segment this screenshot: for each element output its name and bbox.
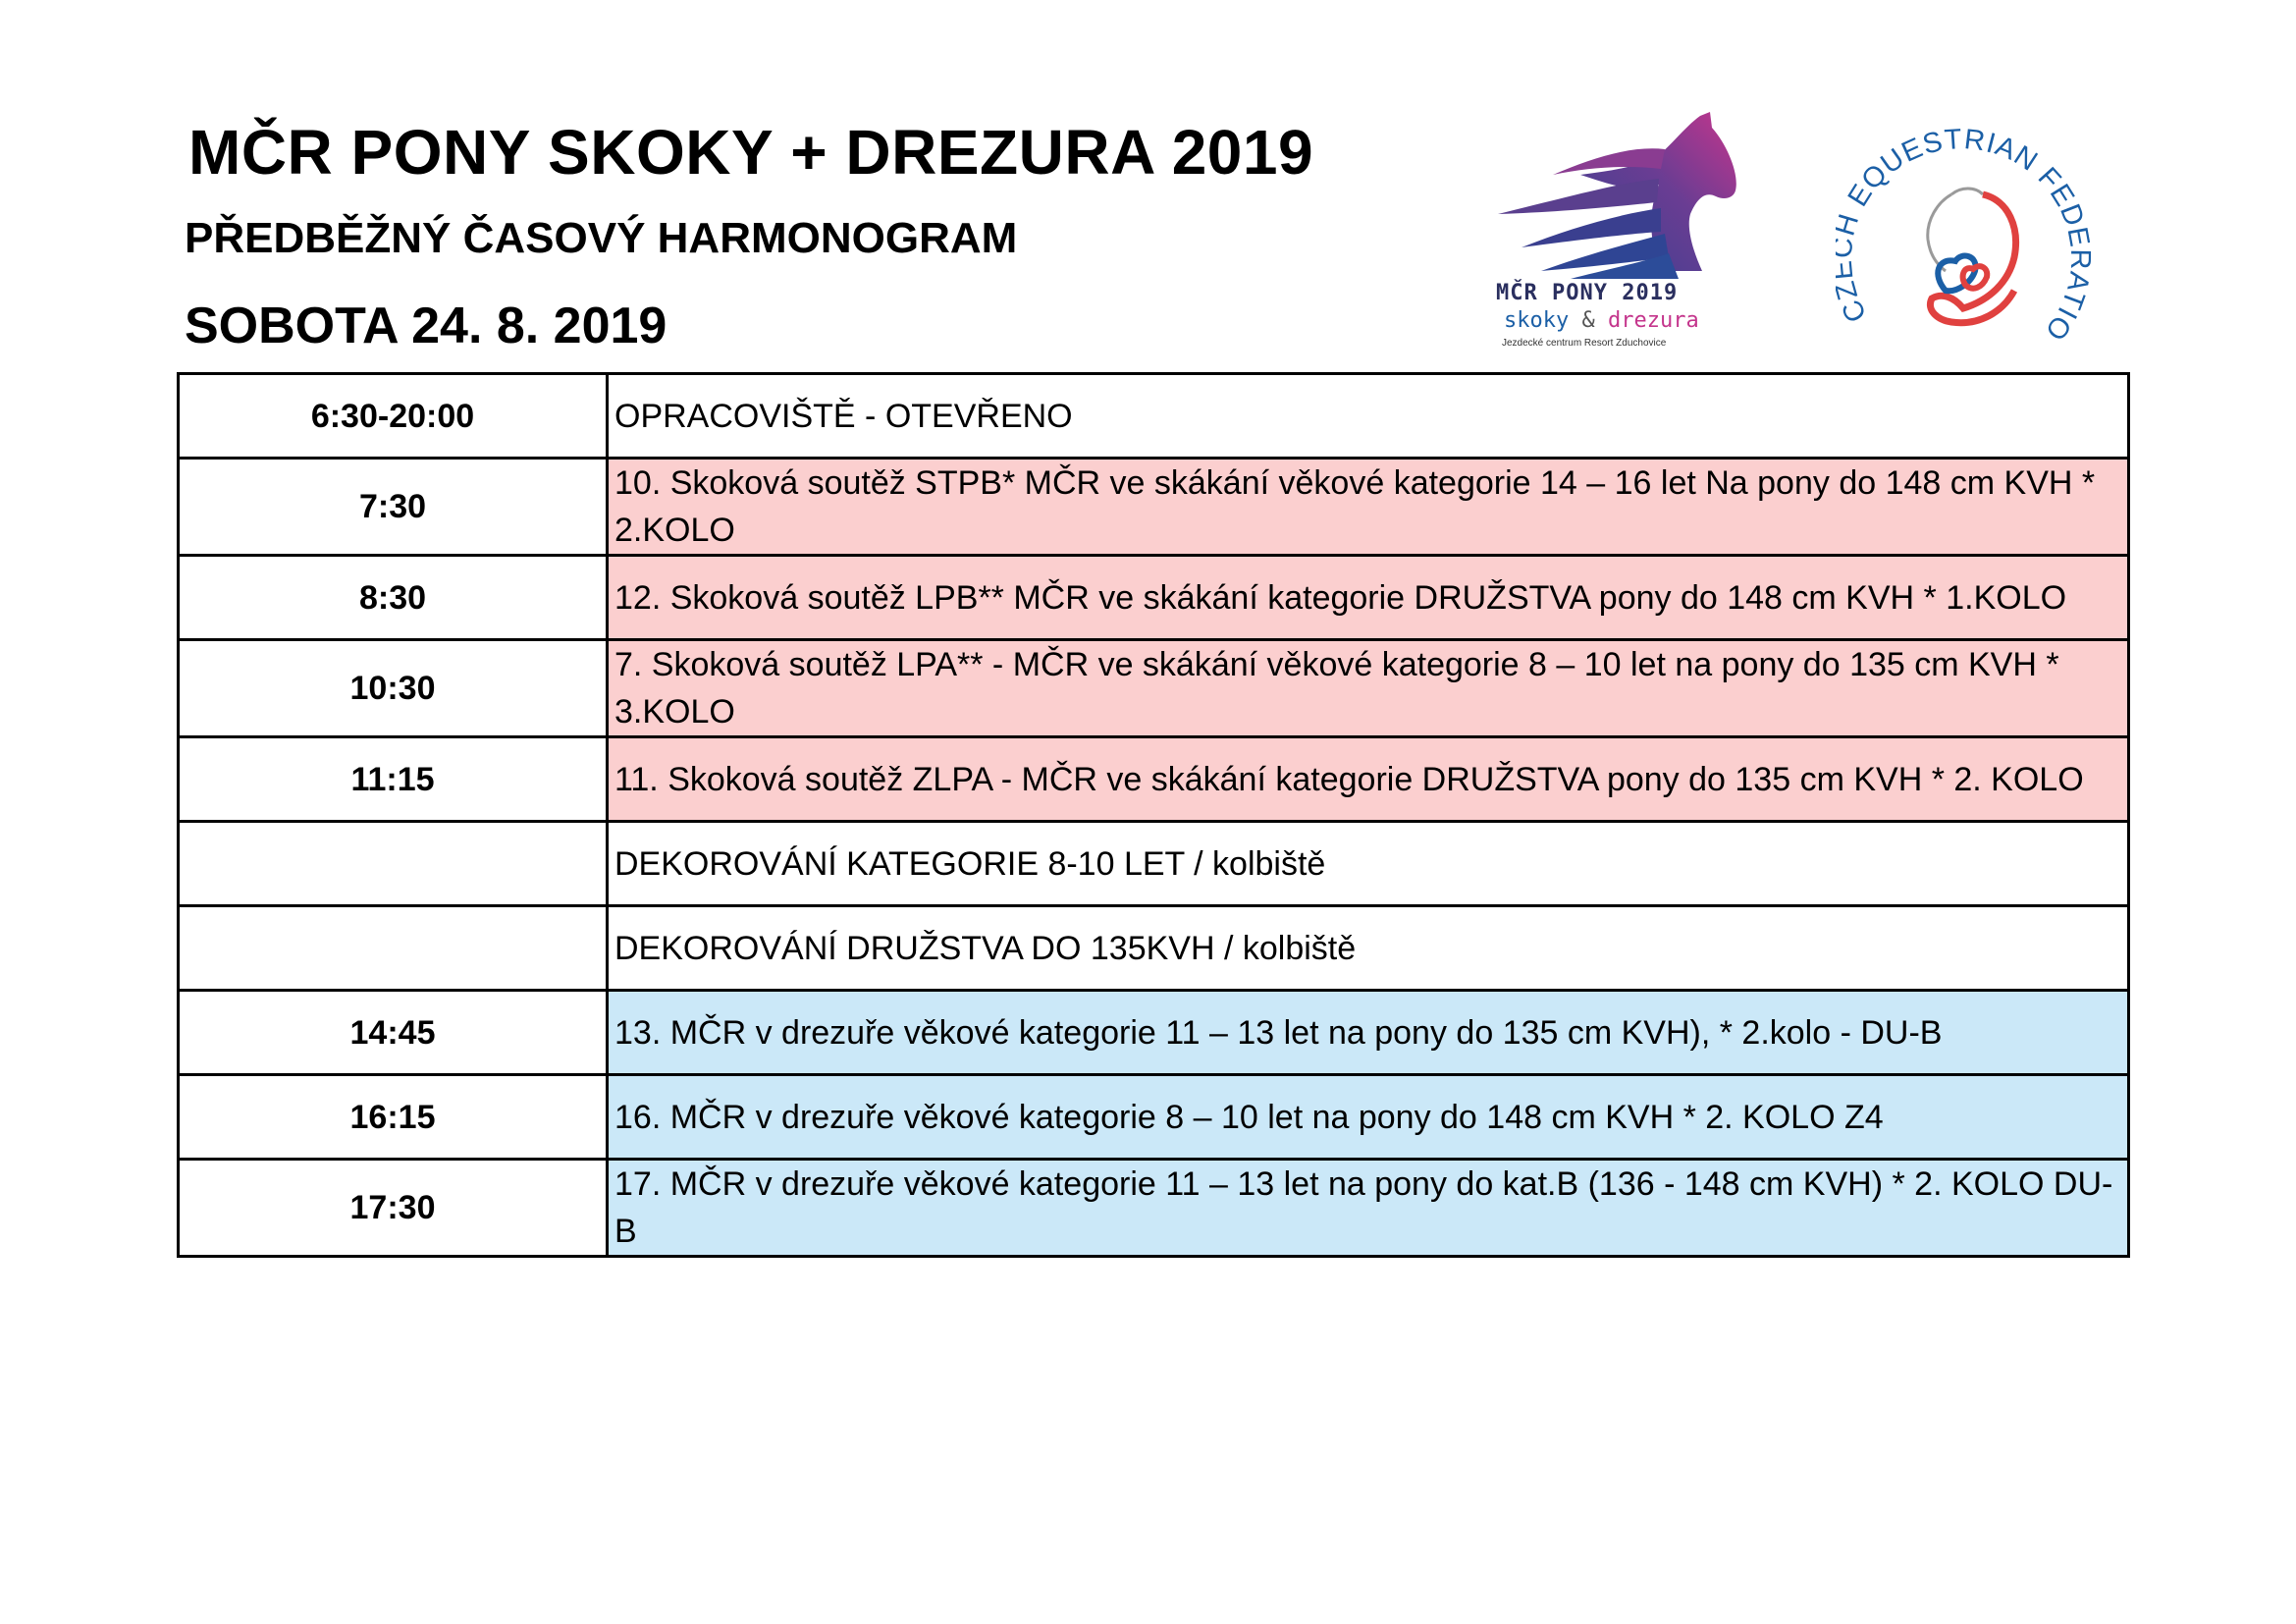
pony-logo-drezura: drezura [1607,308,1699,333]
schedule-row [179,459,2129,556]
schedule-time: 14:45 [179,991,608,1075]
schedule-row [179,1160,2129,1257]
schedule-description: 11. Skoková soutěž ZLPA - MČR ve skákání kategorie DRUŽSTVA pony do 135 cm KVH * 2. KOLO [608,737,2129,822]
pony-logo-subtitle [1504,308,1699,333]
schedule-description: 7. Skoková soutěž LPA** - MČR ve skákání věkové kategorie 8 – 10 let na pony do 135 cm KVH * 3.KOLO [608,640,2129,737]
schedule-time: 17:30 [179,1160,608,1257]
schedule-row [179,640,2129,737]
page-subtitle: PŘEDBĚŽNÝ ČASOVÝ HARMONOGRAM [185,214,1018,262]
schedule-time [179,822,608,906]
schedule-row [179,737,2129,822]
schedule-time: 6:30-20:00 [179,374,608,459]
pony-championship-logo [1482,106,1737,361]
schedule-row [179,1075,2129,1160]
pony-logo-title: MČR PONY 2019 [1496,281,1679,305]
horse-head-icon [1482,106,1737,283]
schedule-description: 12. Skoková soutěž LPB** MČR ve skákání kategorie DRUŽSTVA pony do 148 cm KVH * 1.KOLO [608,556,2129,640]
schedule-table [177,372,2130,1258]
schedule-time: 7:30 [179,459,608,556]
federation-emblem [1836,118,2101,363]
federation-arc-text: C EQUESTRIAN FEDERATIO [1836,123,2097,347]
schedule-time: 8:30 [179,556,608,640]
schedule-description: DEKOROVÁNÍ DRUŽSTVA DO 135KVH / kolbiště [608,906,2129,991]
svg-text:CZECH EQUESTRIAN FEDERATION [1836,118,2096,347]
schedule-description: 13. MČR v drezuře věkové kategorie 11 – 13 let na pony do 135 cm KVH), * 2.kolo - DU-B [608,991,2129,1075]
schedule-description: 17. MČR v drezuře věkové kategorie 11 – 13 let na pony do kat.B (136 - 148 cm KVH) * 2. KOLO DU-B [608,1160,2129,1257]
schedule-row [179,556,2129,640]
pony-logo-venue: Jezdecké centrum Resort Zduchovice [1502,338,1667,349]
pony-logo-skoky: skoky [1504,308,1570,333]
schedule-description: 16. MČR v drezuře věkové kategorie 8 – 10 let na pony do 148 cm KVH * 2. KOLO Z4 [608,1075,2129,1160]
schedule-description: DEKOROVÁNÍ KATEGORIE 8-10 LET / kolbiště [608,822,2129,906]
federation-logo [1836,118,2101,363]
schedule-row [179,906,2129,991]
schedule-row [179,374,2129,459]
schedule-time [179,906,608,991]
schedule-row [179,822,2129,906]
event-date: SOBOTA 24. 8. 2019 [185,298,667,354]
schedule-time: 11:15 [179,737,608,822]
schedule-description: OPRACOVIŠTĚ - OTEVŘENO [608,374,2129,459]
schedule-time: 10:30 [179,640,608,737]
page-title: MČR PONY SKOKY + DREZURA 2019 [188,117,1314,188]
schedule-time: 16:15 [179,1075,608,1160]
pony-logo-amp: & [1581,308,1595,333]
schedule-row [179,991,2129,1075]
schedule-description: 10. Skoková soutěž STPB* MČR ve skákání věkové kategorie 14 – 16 let Na pony do 148 cm KVH * 2.KOLO [608,459,2129,556]
